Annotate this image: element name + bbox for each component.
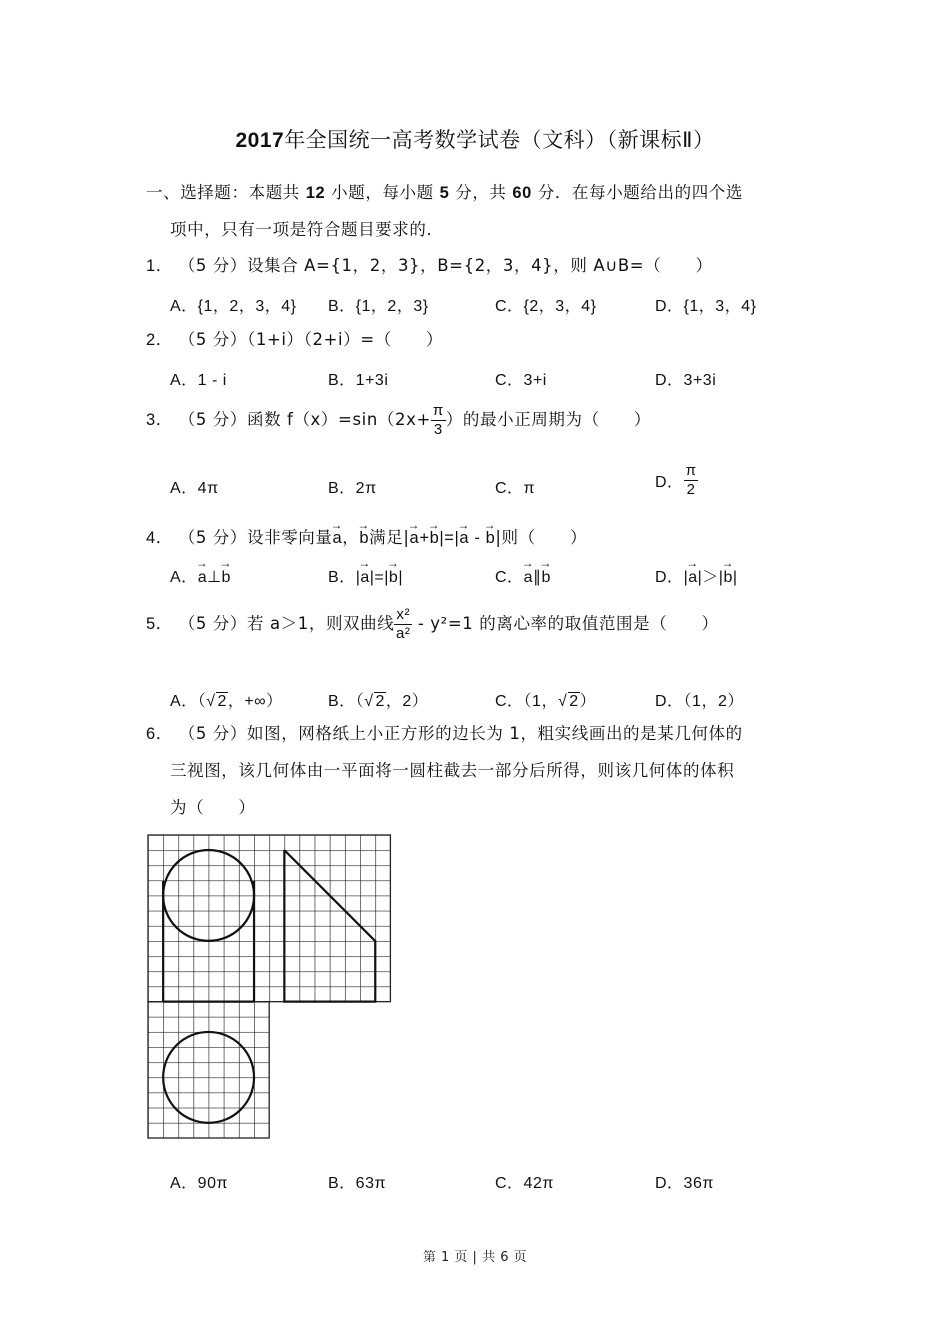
- q4-option-a[interactable]: A．→ a⊥→ b: [170, 564, 231, 587]
- q6-option-a[interactable]: A．90π: [170, 1175, 229, 1192]
- q1-option-a[interactable]: A．{1，2，3，4}: [170, 298, 297, 315]
- vector-b: → b: [359, 526, 369, 548]
- question-2: 2． （5 分）（1+i）（2+i）=（ ）: [146, 330, 444, 349]
- q1-option-d[interactable]: D．{1，3，4}: [655, 298, 757, 315]
- q4-option-c[interactable]: C．→ a∥→ b: [495, 564, 551, 587]
- vector-a: → a: [333, 526, 343, 548]
- q5-option-a[interactable]: A．（√ 2，+∞）: [170, 693, 283, 710]
- q3-option-b[interactable]: B．2π: [328, 480, 377, 497]
- section-heading: 一、选择题：本题共 12 小题，每小题 5 分，共 60 分．在每小题给出的四个选: [146, 183, 743, 202]
- question-6: 6． （5 分）如图，网格纸上小正方形的边长为 1，粗实线画出的是某几何体的: [146, 724, 743, 743]
- q6-option-d[interactable]: D．36π: [655, 1175, 714, 1192]
- q5-option-d[interactable]: D．（1，2）: [655, 693, 744, 710]
- fraction-pi-over-2: $\frac{\pi}{2}$: [685, 462, 697, 498]
- question-5: 5． （5 分）若 a＞1，则双曲线 $\frac{\text{x²}}{\text{a²}}$ - y²=1 的离心率的取值范围是（ ）: [146, 606, 719, 642]
- question-4: 4． （5 分）设非零向量→ a，→ b满足|→ a+→ b|=|→ a - → b|则（ ）: [146, 526, 587, 548]
- q1-option-c[interactable]: C．{2，3，4}: [495, 298, 597, 315]
- q2-option-d[interactable]: D．3+3i: [655, 372, 717, 389]
- q6-option-b[interactable]: B．63π: [328, 1175, 387, 1192]
- q5-option-b[interactable]: B．（√ 2，2）: [328, 693, 429, 710]
- page-footer: 第 1 页 | 共 6 页: [422, 1250, 528, 1265]
- fraction-x2-over-a2: $\frac{\text{x²}}{\text{a²}}$: [395, 606, 411, 642]
- question-6-line3: 为（ ）: [170, 798, 256, 817]
- section-heading-line2: 项中，只有一项是符合题目要求的．: [170, 220, 444, 239]
- question-1: 1． （5 分）设集合 A={1，2，3}，B={2，3，4}，则 A∪B=（ ）: [146, 256, 713, 275]
- q6-option-c[interactable]: C．42π: [495, 1175, 554, 1192]
- question-3: 3． （5 分）函数 f（x）=sin（2x+ $\frac{\pi}{3}$ ）的最小正周期为（ ）: [146, 402, 652, 438]
- q5-option-c[interactable]: C．（1，√ 2）: [495, 693, 597, 710]
- page-title: 2017年全国统一高考数学试卷（文科）（新课标Ⅱ）: [235, 128, 715, 152]
- q1-option-b[interactable]: B．{1，2，3}: [328, 298, 429, 315]
- q4-option-d[interactable]: D．|→ a|＞|→ b|: [655, 564, 738, 587]
- q2-option-c[interactable]: C．3+i: [495, 372, 547, 389]
- q3-option-a[interactable]: A．4π: [170, 480, 219, 497]
- three-view-grid-figure: [140, 828, 400, 1148]
- q3-option-c[interactable]: C．π: [495, 480, 536, 497]
- q2-option-b[interactable]: B．1+3i: [328, 372, 389, 389]
- q4-option-b[interactable]: B．|→ a|=|→ b|: [328, 564, 403, 587]
- fraction-pi-over-3: $\frac{\pi}{3}$: [432, 402, 444, 438]
- q3-option-d[interactable]: D． $\frac{\pi}{2}$: [655, 462, 697, 498]
- q2-option-a[interactable]: A．1 - i: [170, 372, 227, 389]
- question-6-line2: 三视图，该几何体由一平面将一圆柱截去一部分后所得，则该几何体的体积: [170, 761, 735, 780]
